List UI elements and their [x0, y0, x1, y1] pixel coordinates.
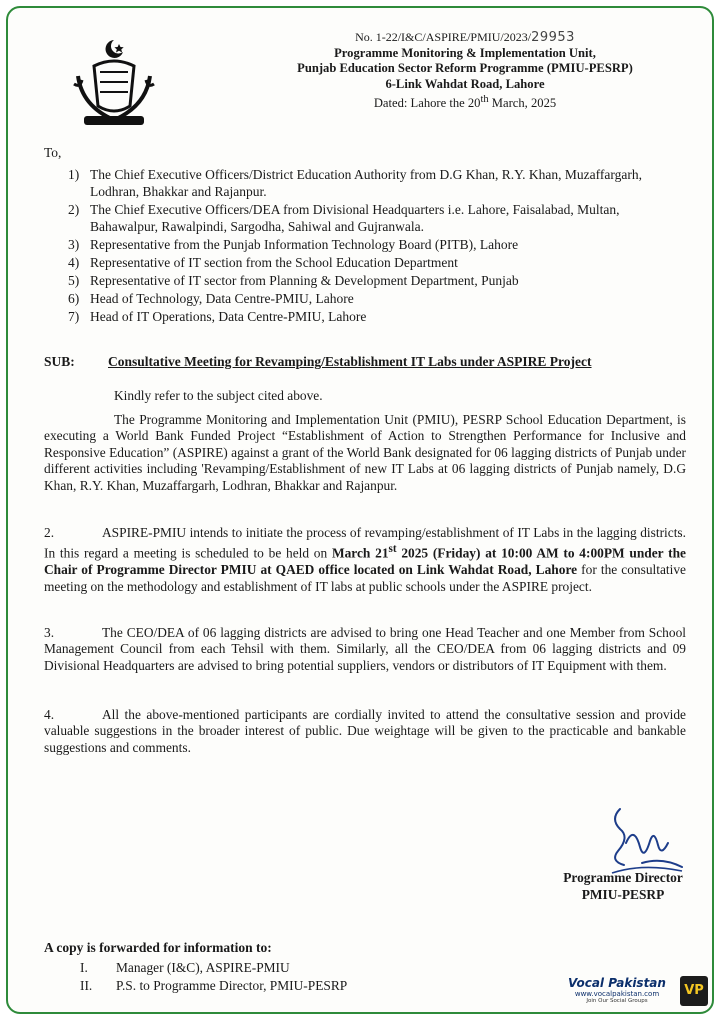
paragraph-2: 2. ASPIRE-PMIU intends to initiate the process of revamping/establishment of IT Labs in the lagging districts. In this regard a meeting is scheduled to be held on March 21st 2025 (Friday) at 10:00 AM to 4:00PM under the Chair of Programme Director PMIU at QAED office located on Link Wahdat Road, Lahore for the consultative meeting on the methodology and establishment of IT labs at public schools under the ASPIRE project.	[44, 525, 686, 594]
watermark-join: Join Our Social Groups	[586, 998, 648, 1004]
recipients-list	[68, 166, 688, 326]
punjab-government-logo	[70, 36, 158, 128]
recipient-item: 6) Head of Technology, Data Centre-PMIU, Lahore	[68, 291, 354, 306]
signatory-title: Programme Director	[563, 870, 683, 885]
copy-forwarded-heading: A copy is forwarded for information to:	[44, 940, 272, 955]
letter-date: Dated: Lahore the 20th March, 2025	[373, 94, 557, 111]
greeting: Kindly refer to the subject cited above.	[114, 388, 323, 403]
watermark-title: Vocal Pakistan	[568, 976, 666, 990]
programme-name: Punjab Education Sector Reform Programme (PMIU-PESRP)	[297, 61, 633, 75]
to-label: To,	[44, 145, 62, 160]
copy-item: I. Manager (I&C), ASPIRE-PMIU	[80, 960, 290, 975]
handwritten-ref-number: 29953	[531, 30, 575, 45]
letter-page	[6, 6, 714, 1014]
watermark-url: www.vocalpakistan.com	[574, 990, 660, 998]
subject-label: SUB:	[44, 354, 75, 369]
paragraph-1: The Programme Monitoring and Implementation Unit (PMIU), PESRP School Education Department, is executing a World Bank Funded Project “Establishment of Action to Strengthen Performance for Inclusive and Responsive Education” (ASPIRE) against a grant of the World Bank designated for 06 lagging districts of Punjab under different activities including 'Revamping/Establishment of new IT Labs at 06 lagging districts of Punjab namely, D.G Khan, R.Y. Khan, Muzaffargarh, Lodhran, Bhakkar and Rajanpur.	[44, 412, 686, 493]
copy-item: II. P.S. to Programme Director, PMIU-PESRP	[80, 978, 348, 993]
letterhead	[258, 30, 672, 112]
subject-line	[44, 354, 688, 370]
recipient-item: 7) Head of IT Operations, Data Centre-PMIU, Lahore	[68, 309, 367, 324]
recipient-item: 1) The Chief Executive Officers/District Education Authority from D.G Khan, R.Y. Khan, Muzaffargarh, Lodhran, Bhakkar and Rajanpur.	[68, 167, 642, 199]
watermark-badge: VP	[680, 976, 708, 1006]
signatory-office: PMIU-PESRP	[581, 887, 665, 902]
office-address: 6-Link Wahdat Road, Lahore	[385, 76, 545, 91]
paragraph-4: 4. All the above-mentioned participants are cordially invited to attend the consultative session and provide valuable suggestions in the broader interest of public. Due weightage will be given to the practicable and bankable suggestions and comments.	[44, 707, 686, 755]
paragraph-3: 3. The CEO/DEA of 06 lagging districts are advised to bring one Head Teacher and one Member from School Management Council from each Tehsil with them. Similarly, all the CEO/DEA from 06 lagging districts and 09 Divisional Headquarters are advised to bring potential suppliers, vendors or distributors of IT Equipment with them.	[44, 625, 686, 673]
reference-number: No. 1-22/I&C/ASPIRE/PMIU/2023/29953	[355, 30, 575, 45]
recipient-item: 4) Representative of IT section from the School Education Department	[68, 255, 458, 270]
recipient-item: 3) Representative from the Punjab Information Technology Board (PITB), Lahore	[68, 237, 519, 252]
recipient-item: 5) Representative of IT sector from Planning & Development Department, Punjab	[68, 273, 519, 288]
office-name: Programme Monitoring & Implementation Unit,	[334, 45, 596, 60]
watermark	[557, 976, 677, 1012]
subject-text: Consultative Meeting for Revamping/Establishment IT Labs under ASPIRE Project	[108, 354, 592, 369]
recipient-item: 2) The Chief Executive Officers/DEA from Divisional Headquarters i.e. Lahore, Faisalabad, Multan, Bahawalpur, Rawalpindi, Sargodha, Sahiwal and Gujranwala.	[68, 202, 620, 234]
